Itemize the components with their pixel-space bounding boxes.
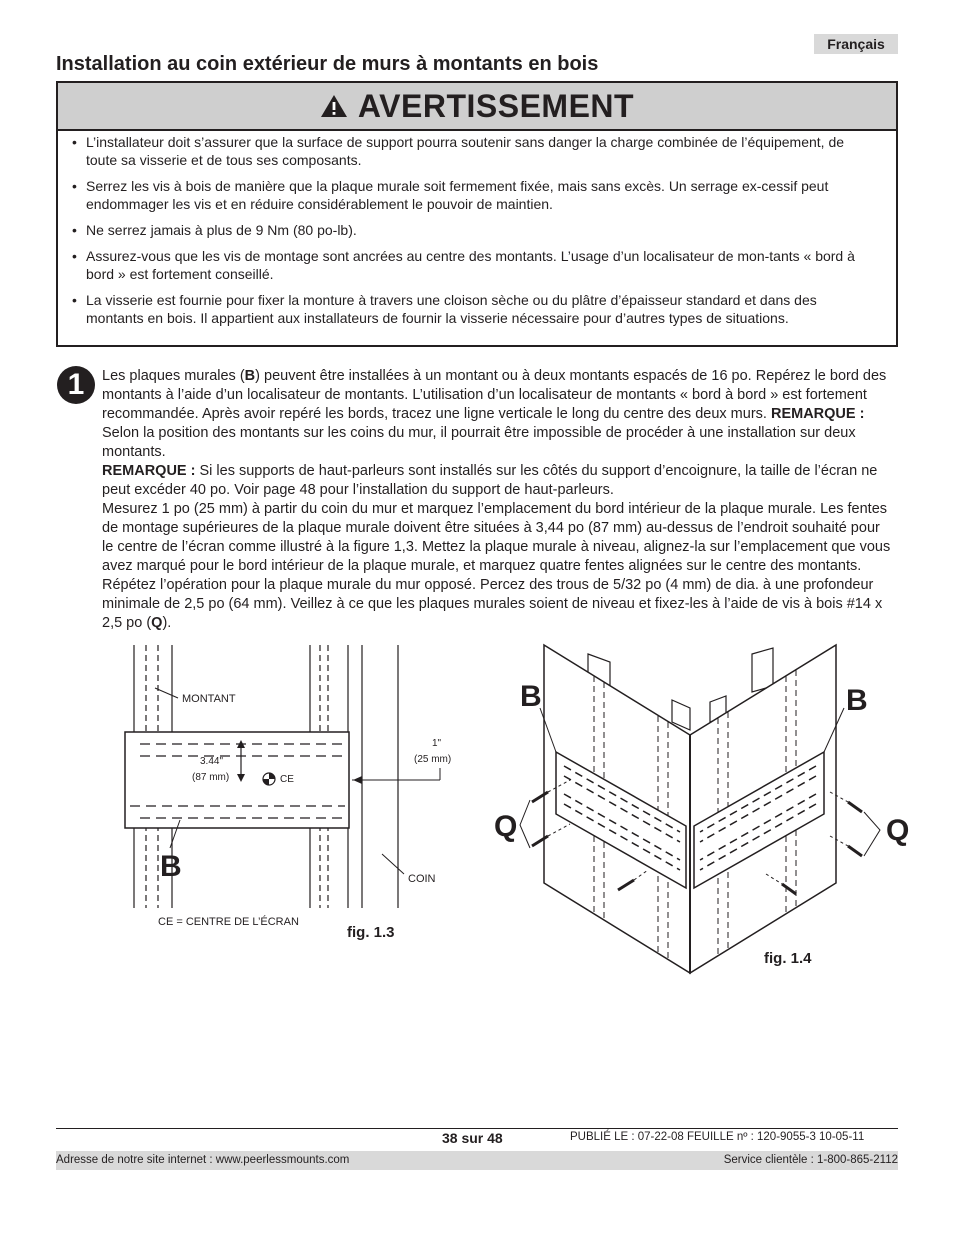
page-number: 38 sur 48 bbox=[442, 1130, 503, 1146]
warning-list bbox=[58, 131, 896, 327]
figure-1-3 bbox=[120, 640, 480, 960]
fig13-dim-in: 3.44" bbox=[200, 756, 224, 767]
fig13-dim-mm: (87 mm) bbox=[192, 772, 230, 783]
warning-header bbox=[58, 83, 896, 131]
publication-info: PUBLIÉ LE : 07-22-08 FEUILLE nº : 120-9055-3 10-05-11 bbox=[570, 1131, 865, 1143]
fig13-gap-in: 1" bbox=[432, 738, 442, 749]
step-instructions bbox=[102, 367, 892, 633]
step-number: 1 bbox=[57, 366, 95, 404]
fig13-corner-label: COIN bbox=[408, 873, 436, 885]
customer-service: Service clientèle : 1-800-865-2112 bbox=[723, 1154, 898, 1166]
website-address: Adresse de notre site internet : www.peerlessmounts.com bbox=[56, 1154, 350, 1166]
warning-box bbox=[56, 81, 898, 347]
fig14-caption: fig. 1.4 bbox=[764, 950, 812, 967]
fig14-plate-left-label: B bbox=[520, 680, 542, 713]
fig13-plate-label: B bbox=[160, 850, 182, 883]
warning-item: • L’installateur doit s’assurer que la surface de support pourra soutenir sans danger la charge combinée de l’équipement, de toute sa visserie et de tous ses composants. bbox=[72, 133, 858, 169]
language-tab: Français bbox=[814, 34, 898, 54]
figure-1-4 bbox=[490, 640, 920, 985]
warning-item: • La visserie est fournie pour fixer la monture à travers une cloison sèche ou du plâtre d’épaisseur standard et dans des montants en bois. Il appartient aux installateurs de fournir la visserie nécessaire pour d’autres types de situations. bbox=[72, 291, 858, 327]
fig13-ce-label: CE bbox=[280, 774, 294, 785]
step-paragraph-2: REMARQUE : Si les supports de haut-parleurs sont installés sur les côtés du support d’encoignure, la taille de l’écran ne peut excéder 40 po. Voir page 48 pour l’installation du support de haut-parleurs. bbox=[102, 463, 878, 498]
fig14-screw-left-label: Q bbox=[494, 810, 518, 843]
fig13-caption: fig. 1.3 bbox=[347, 924, 395, 941]
footer-divider bbox=[56, 1128, 898, 1129]
fig13-stud-label: MONTANT bbox=[182, 693, 236, 705]
footer-bar bbox=[56, 1151, 898, 1170]
fig13-gap-mm: (25 mm) bbox=[414, 754, 452, 765]
warning-item: • Assurez-vous que les vis de montage sont ancrées au centre des montants. L’usage d’un localisateur de mon-tants « bord à bord » est fortement conseillé. bbox=[72, 247, 858, 283]
step-paragraph-3: Mesurez 1 po (25 mm) à partir du coin du mur et marquez l’emplacement du bord intérieur de la plaque murale. Les fentes de montage supérieures de la plaque murale doivent être situées à 3,44 po (87 mm) au-dessus de l’endroit souhaité pour le centre de l’écran comme illustré à la figure 1,3. Mettez la plaque murale à niveau, alignez-la sur l’emplacement que vous avez marqué pour le bord intérieur de la plaque murale, et marquez quatre fentes alignées sur le centre des montants. Répétez l’opération pour la plaque murale du mur opposé. Percez des trous de 5/32 po (4 mm) de dia. à une profondeur minimale de 2,5 po (64 mm). Veillez à ce que les plaques murales soient de niveau et fixez-les à l’aide de vis à bois #14 x 2,5 po (Q). bbox=[102, 501, 891, 631]
fig14-plate-right-label: B bbox=[846, 684, 868, 717]
warning-item: • Serrez les vis à bois de manière que la plaque murale soit fermement fixée, mais sans excès. Un serrage ex-cessif peut endommager les vis et en réduire considérablement le pouvoir de maintien. bbox=[72, 177, 858, 213]
fig13-legend: CE = CENTRE DE L’ÉCRAN bbox=[158, 916, 299, 928]
fig14-screw-right-label: Q bbox=[886, 814, 910, 847]
step-paragraph-1: Les plaques murales (B) peuvent être installées à un montant ou à deux montants espacés de 16 po. Repérez le bord des montants à l’aide d’un localisateur de montants. L’utilisation d’un localisateur de montants « bord à bord » est fortement recommandée. Après avoir repéré les bords, tracez une ligne verticale le long du centre des deux murs. REMARQUE : Selon la position des montants sur les coins du mur, il pourrait être impossible de procéder à une installation sur deux montants. bbox=[102, 368, 887, 460]
page-title: Installation au coin extérieur de murs à montants en bois bbox=[56, 53, 599, 75]
warning-triangle-icon bbox=[320, 94, 348, 118]
warning-title: AVERTISSEMENT bbox=[357, 87, 635, 124]
warning-item: • Ne serrez jamais à plus de 9 Nm (80 po-lb). bbox=[72, 221, 858, 239]
